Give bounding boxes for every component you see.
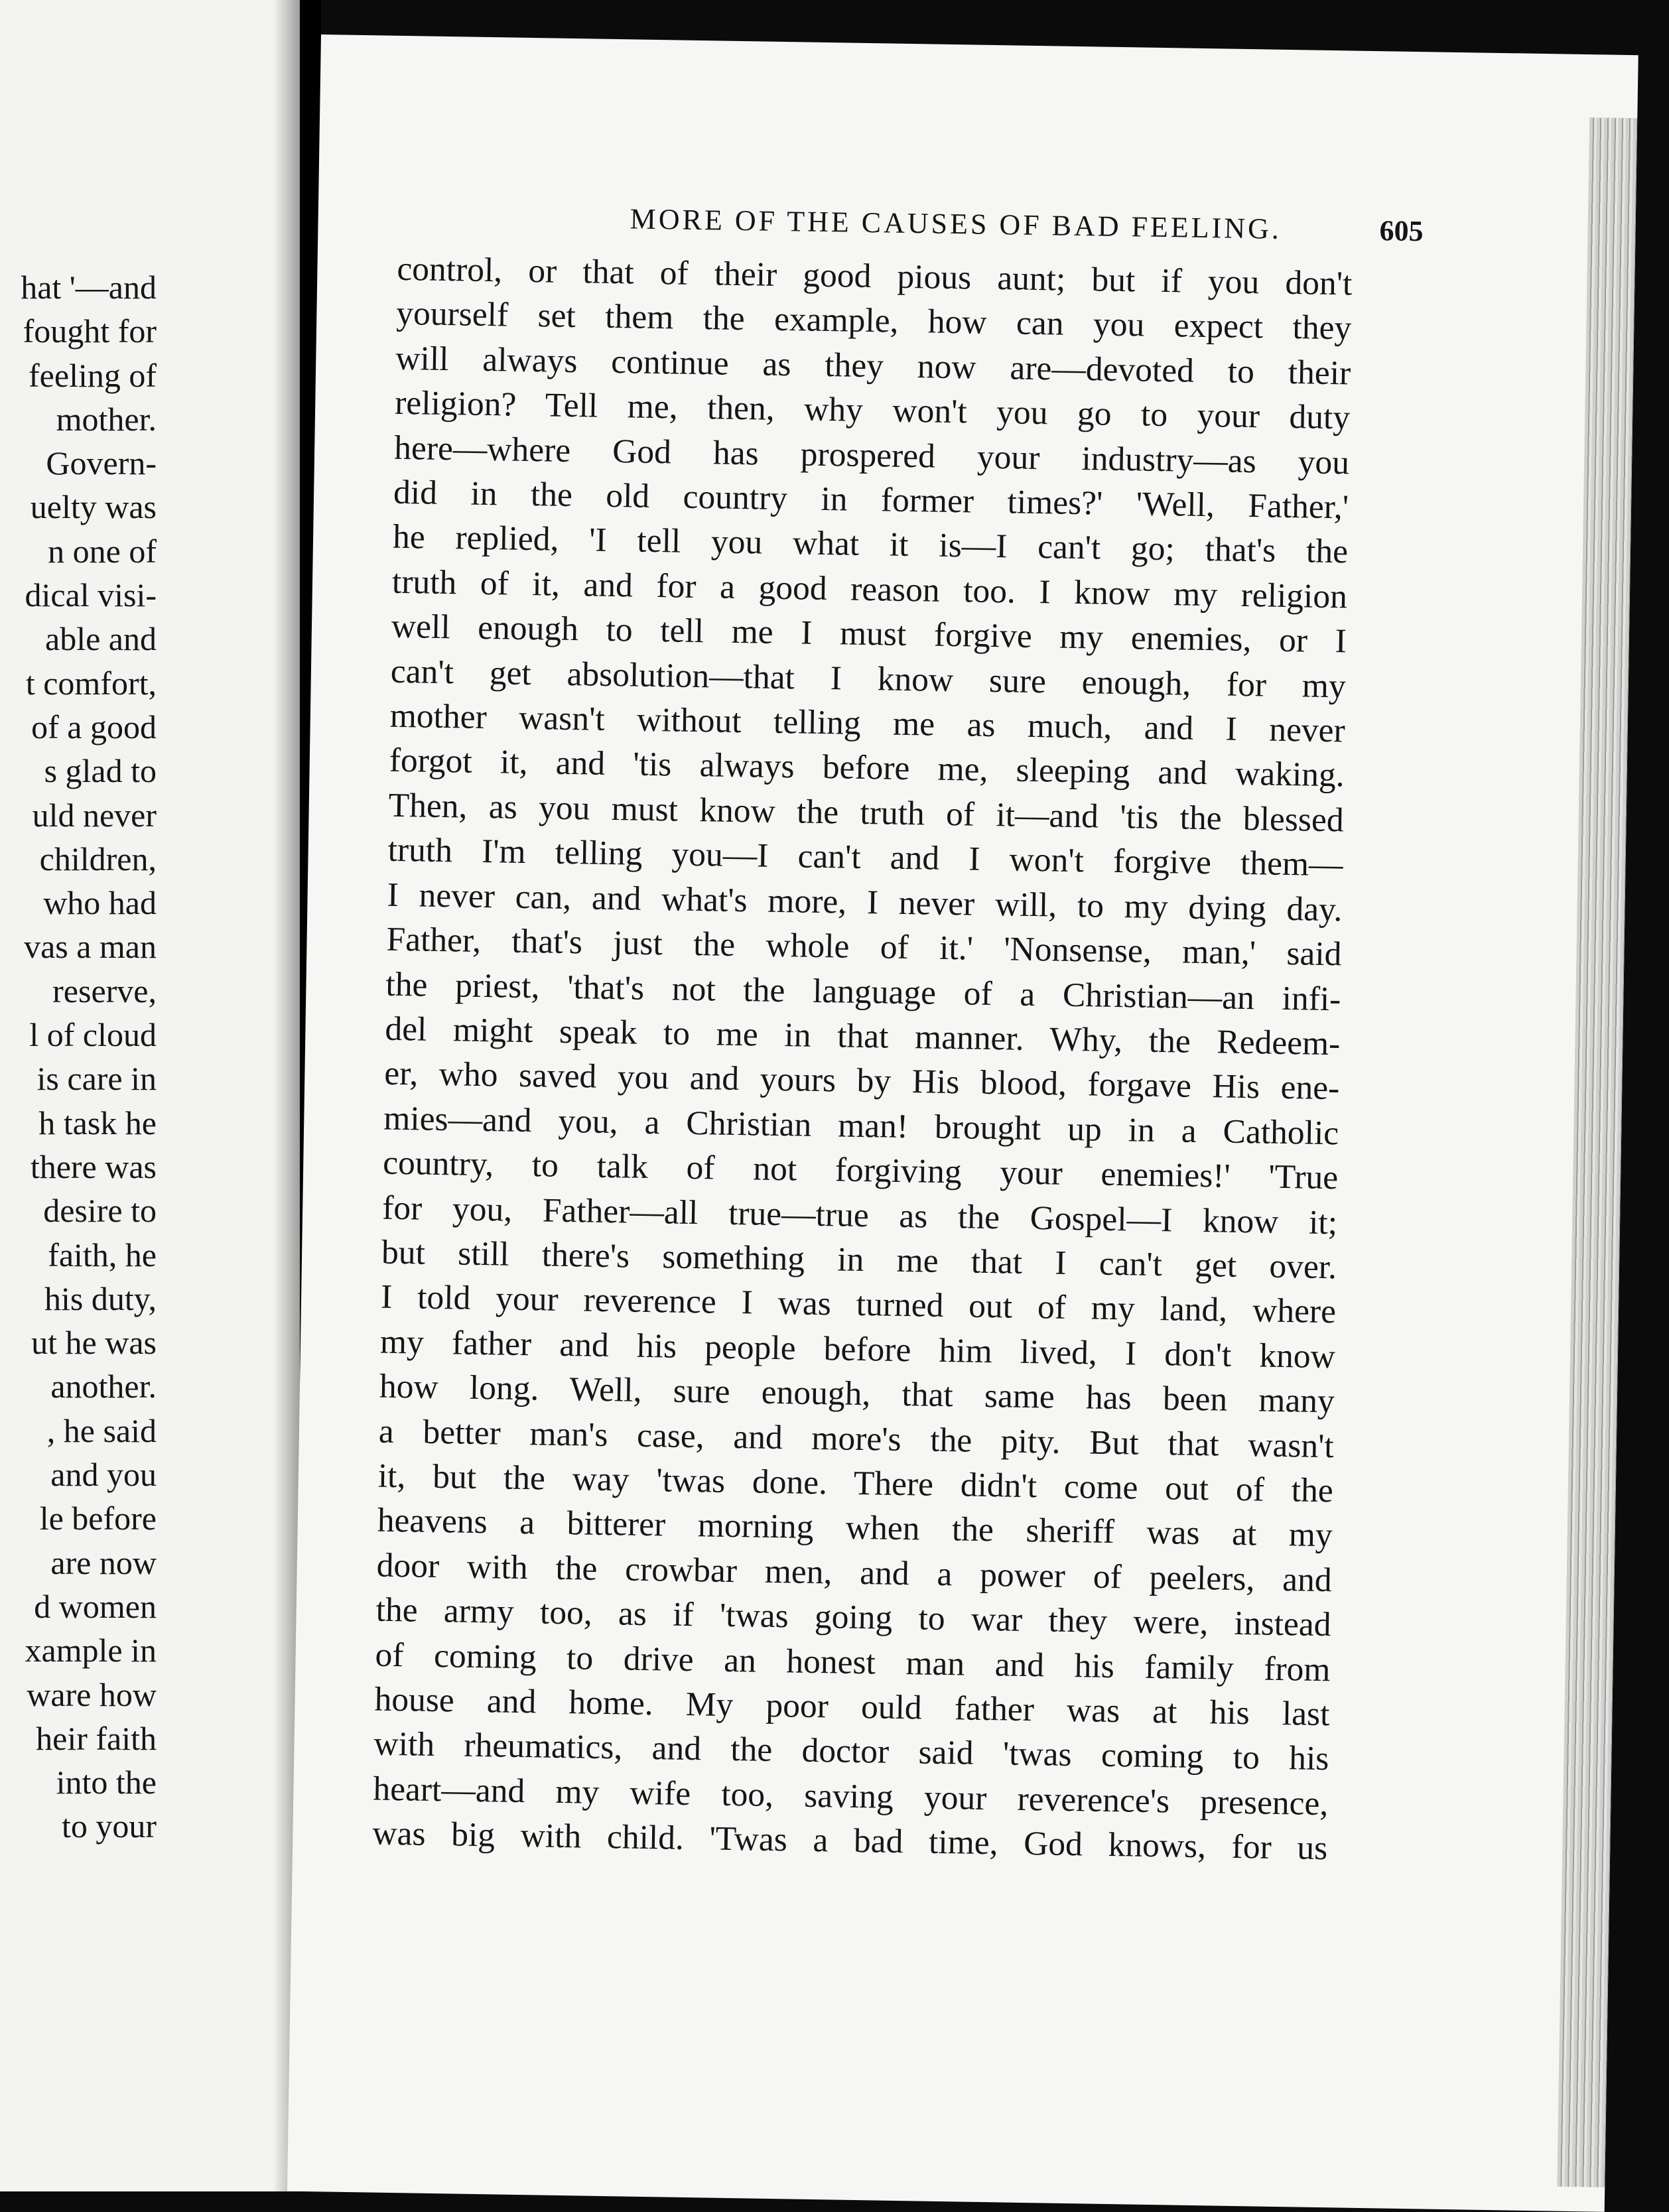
left-text-line: ut he was [31,1324,157,1362]
left-text-line: uelty was [30,488,157,526]
text-line: but still there's something in me that I can't get over. [381,1233,1337,1287]
left-text-line: , he said [46,1411,157,1449]
left-text-line: fought for [23,312,157,350]
left-text-line: xample in [25,1632,157,1669]
text-line: mother wasn't without telling me as much, and I never [389,696,1346,750]
left-text-line: feeling of [29,356,157,394]
page-number: 605 [1379,214,1424,248]
page-edges [1557,117,1637,2187]
left-text-line: mother. [56,400,157,438]
left-text-line: his duty, [44,1279,157,1317]
left-text-line: Govern- [46,444,157,482]
left-text-line: another. [50,1368,157,1405]
left-page [0,0,300,2191]
left-text-line: d women [34,1587,157,1625]
left-text-line: able and [45,620,157,658]
left-text-line: desire to [43,1192,157,1230]
left-page-text [0,265,157,1849]
text-line: forgot it, and 'tis always before me, sleeping and waking. [389,742,1345,795]
text-line: Father, that's just the whole of it.' 'Nonsense, man,' said [386,920,1342,974]
text-line: truth of it, and for a good reason too. I know my religion [391,562,1348,616]
left-text-line: and you [50,1456,157,1494]
left-text-line: vas a man [24,928,157,966]
left-text-line: l of cloud [29,1016,157,1054]
text-line: truth I'm telling you—I can't and I won't forgive them— [387,831,1343,884]
left-text-line: le before [39,1500,157,1537]
text-line: he replied, 'I tell you what it is—I can't go; that's the [392,518,1349,571]
left-text-line: dical visi- [25,576,157,614]
left-text-line: ware how [27,1675,157,1713]
text-line: control, or that of their good pious aunt; but if you don't [397,249,1353,303]
left-text-line: children, [39,840,157,878]
left-text-line: to your [61,1807,157,1845]
text-line: country, to talk of not forgiving your enemies!' 'True [382,1143,1339,1197]
text-line: door with the crowbar men, and a power of peelers, and [376,1546,1333,1599]
text-line: religion? Tell me, then, why won't you go to your duty [394,384,1351,437]
left-text-line: n one of [48,532,157,570]
text-line: mies—and you, a Christian man! brought up in a Catholic [383,1099,1339,1153]
left-text-line: s glad to [44,752,157,790]
left-text-line: heir faith [36,1719,157,1757]
text-line: of coming to drive an honest man and his family from [375,1636,1331,1689]
text-line: for you, Father—all true—true as the Gospel—I know it; [381,1189,1338,1242]
text-line: how long. Well, sure enough, that same has been many [379,1367,1335,1421]
left-text-line: h task he [38,1104,157,1141]
text-line: the priest, 'that's not the language of a Christian—an infi- [385,965,1341,1018]
left-text-line: reserve, [52,972,157,1009]
left-text-line: hat '—and [21,269,157,306]
text-line: can't get absolution—that I know sure enough, for my [390,652,1347,706]
text-line: it, but the way 'twas done. There didn't come out of the [377,1457,1334,1510]
text-line: here—where God has prospered your industry—as you [393,428,1350,482]
text-line: a better man's case, and more's the pity. But that wasn't [378,1412,1335,1465]
text-line: house and home. My poor ould father was at his last [374,1680,1330,1734]
text-line: well enough to tell me I must forgive my enemies, or I [391,608,1347,661]
text-line: heart—and my wife too, saving your reverence's presence, [373,1770,1329,1823]
left-text-line: uld never [32,796,157,834]
left-text-line: faith, he [48,1236,157,1273]
text-line: was big with child. 'Twas a bad time, God knows, for us [371,1814,1328,1868]
text-line: the army too, as if 'twas going to war they were, instead [375,1591,1331,1644]
text-line: yourself set them the example, how can you expect they [395,294,1352,348]
text-line: del might speak to me in that manner. Why, the Redeem- [385,1009,1341,1063]
left-text-line: of a good [31,708,157,746]
left-text-line: there was [30,1147,157,1185]
text-line: I told your reverence I was turned out of my land, where [380,1277,1337,1331]
text-line: did in the old country in former times?' 'Well, Father,' [393,473,1349,527]
text-line: Then, as you must know the truth of it—and 'tis the blessed [388,786,1345,840]
text-line: my father and his people before him lived, I don't know [379,1323,1336,1376]
left-text-line: is care in [36,1060,157,1098]
left-text-line: t comfort, [25,664,157,702]
left-text-line: into the [56,1764,157,1801]
running-head: MORE OF THE CAUSES OF BAD FEELING. [630,202,1282,245]
body-text [372,247,1353,1871]
text-line: with rheumatics, and the doctor said 'twas coming to his [373,1724,1329,1778]
text-line: will always continue as they now are—devoted to their [395,339,1351,393]
left-text-line: are now [50,1543,157,1581]
right-page [287,34,1638,2212]
text-line: heavens a bitterer morning when the sheriff was at my [377,1501,1333,1555]
text-line: er, who saved you and yours by His blood, forgave His ene- [383,1055,1340,1108]
left-text-line: who had [43,884,157,922]
text-line: I never can, and what's more, I never will, to my dying day. [387,876,1343,929]
